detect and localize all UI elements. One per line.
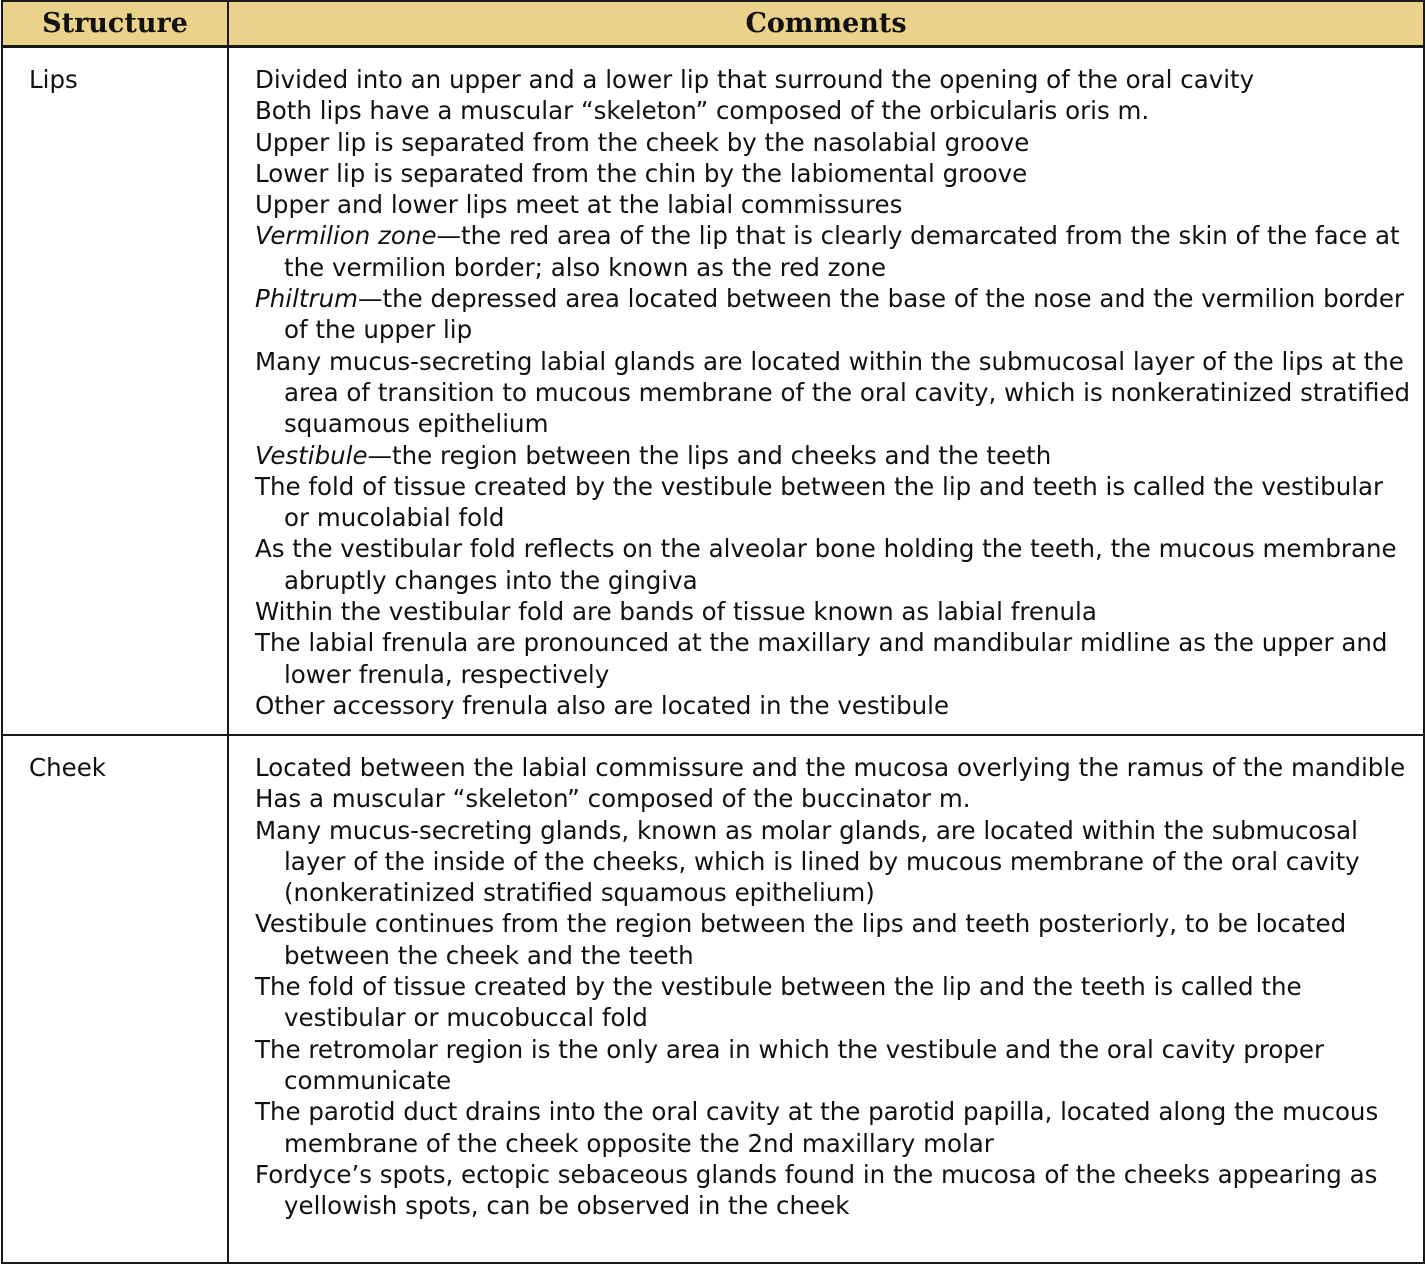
comment-item xyxy=(255,783,1413,814)
comment-item xyxy=(255,533,1413,596)
comment-item xyxy=(255,471,1413,534)
comment-item xyxy=(255,346,1413,440)
comment-term: Philtrum xyxy=(255,284,358,314)
comment-item xyxy=(255,971,1413,1034)
comment-text: Divided into an upper and a lower lip that surround the opening of the oral cavity xyxy=(255,65,1255,94)
comment-text: Both lips have a muscular “skeleton” composed of the orbicularis oris m. xyxy=(255,96,1150,126)
table-row xyxy=(2,47,1424,736)
comment-text: Within the vestibular fold are bands of tissue known as labial frenula xyxy=(255,597,1097,627)
comment-item xyxy=(255,596,1413,627)
structure-label: Cheek xyxy=(29,753,106,782)
comment-item xyxy=(255,1159,1413,1222)
comment-text: The retromolar region is the only area in which the vestibule and the oral cavity proper communicate xyxy=(255,1034,1325,1095)
comment-term: Vestibule xyxy=(255,440,368,470)
comment-text: Upper and lower lips meet at the labial commissures xyxy=(255,190,903,220)
comment-text: The labial frenula are pronounced at the maxillary and mandibular midline as the upper and lower frenula, respectively xyxy=(255,628,1388,689)
comment-text: Other accessory frenula also are located in the vestibule xyxy=(255,690,950,720)
comment-list xyxy=(229,48,1423,721)
comment-item xyxy=(255,220,1413,283)
header-comments: Comments xyxy=(228,1,1424,47)
comment-item xyxy=(255,127,1413,158)
comment-item xyxy=(255,690,1413,721)
comment-text: —the depressed area located between the base of the nose and the vermilion border of the upper lip xyxy=(284,284,1404,345)
anatomy-table xyxy=(1,0,1425,1264)
comment-text: Upper lip is separated from the cheek by the nasolabial groove xyxy=(255,127,1030,157)
comment-item xyxy=(255,95,1413,126)
comment-text: Fordyce’s spots, ectopic sebaceous glands found in the mucosa of the cheeks appearing as yellowish spots, can be observed in the cheek xyxy=(255,1159,1378,1221)
comment-list xyxy=(229,736,1423,1221)
comment-text: Has a muscular “skeleton” composed of the buccinator m. xyxy=(255,784,971,814)
structure-cell xyxy=(2,47,228,736)
header-row xyxy=(2,1,1424,47)
comment-text: The fold of tissue created by the vestibule between the lip and teeth is called the vestibular or mucolabial fold xyxy=(255,471,1384,533)
comment-item xyxy=(255,440,1413,471)
comment-item xyxy=(255,908,1413,971)
comment-item xyxy=(255,158,1413,189)
comment-text: Lower lip is separated from the chin by the labiomental groove xyxy=(255,158,1028,188)
comment-item xyxy=(255,815,1413,909)
comment-text: As the vestibular fold reflects on the alveolar bone holding the teeth, the mucous membrane abruptly changes into the gingiva xyxy=(255,534,1397,595)
comment-item xyxy=(255,189,1413,220)
table-row xyxy=(2,735,1424,1263)
comment-text: Vestibule continues from the region between the lips and teeth posteriorly, to be located between the cheek and the teeth xyxy=(255,909,1347,970)
comment-item xyxy=(255,283,1413,346)
comment-term: Vermilion zone xyxy=(255,221,437,251)
comment-item xyxy=(255,1096,1413,1159)
comment-item xyxy=(255,627,1413,690)
comments-cell xyxy=(228,47,1424,736)
comment-item xyxy=(255,64,1413,95)
comment-text: Many mucus-secreting labial glands are located within the submucosal layer of the lips at the area of transition to mucous membrane of the oral cavity, which is nonkeratinized stratified squamous epithelium xyxy=(255,346,1411,439)
comments-cell xyxy=(228,735,1424,1263)
comment-item xyxy=(255,752,1413,783)
comment-text: —the region between the lips and cheeks and the teeth xyxy=(367,440,1052,470)
comment-text: The fold of tissue created by the vestibule between the lip and the teeth is called the vestibular or mucobuccal fold xyxy=(255,972,1302,1033)
comment-text: —the red area of the lip that is clearly demarcated from the skin of the face at the vermilion border; also known as the red zone xyxy=(284,221,1400,282)
header-structure: Structure xyxy=(2,1,228,47)
structure-cell xyxy=(2,735,228,1263)
comment-text: The parotid duct drains into the oral cavity at the parotid papilla, located along the mucous membrane of the cheek opposite the 2nd maxillary molar xyxy=(255,1097,1379,1158)
comment-item xyxy=(255,1034,1413,1097)
comment-text: Many mucus-secreting glands, known as molar glands, are located within the submucosal layer of the inside of the cheeks, which is lined by mucous membrane of the oral cavity (nonkeratinized stratified squamous epithelium) xyxy=(255,815,1360,908)
structure-label: Lips xyxy=(29,65,78,94)
comment-text: Located between the labial commissure and the mucosa overlying the ramus of the mandible xyxy=(255,753,1406,782)
